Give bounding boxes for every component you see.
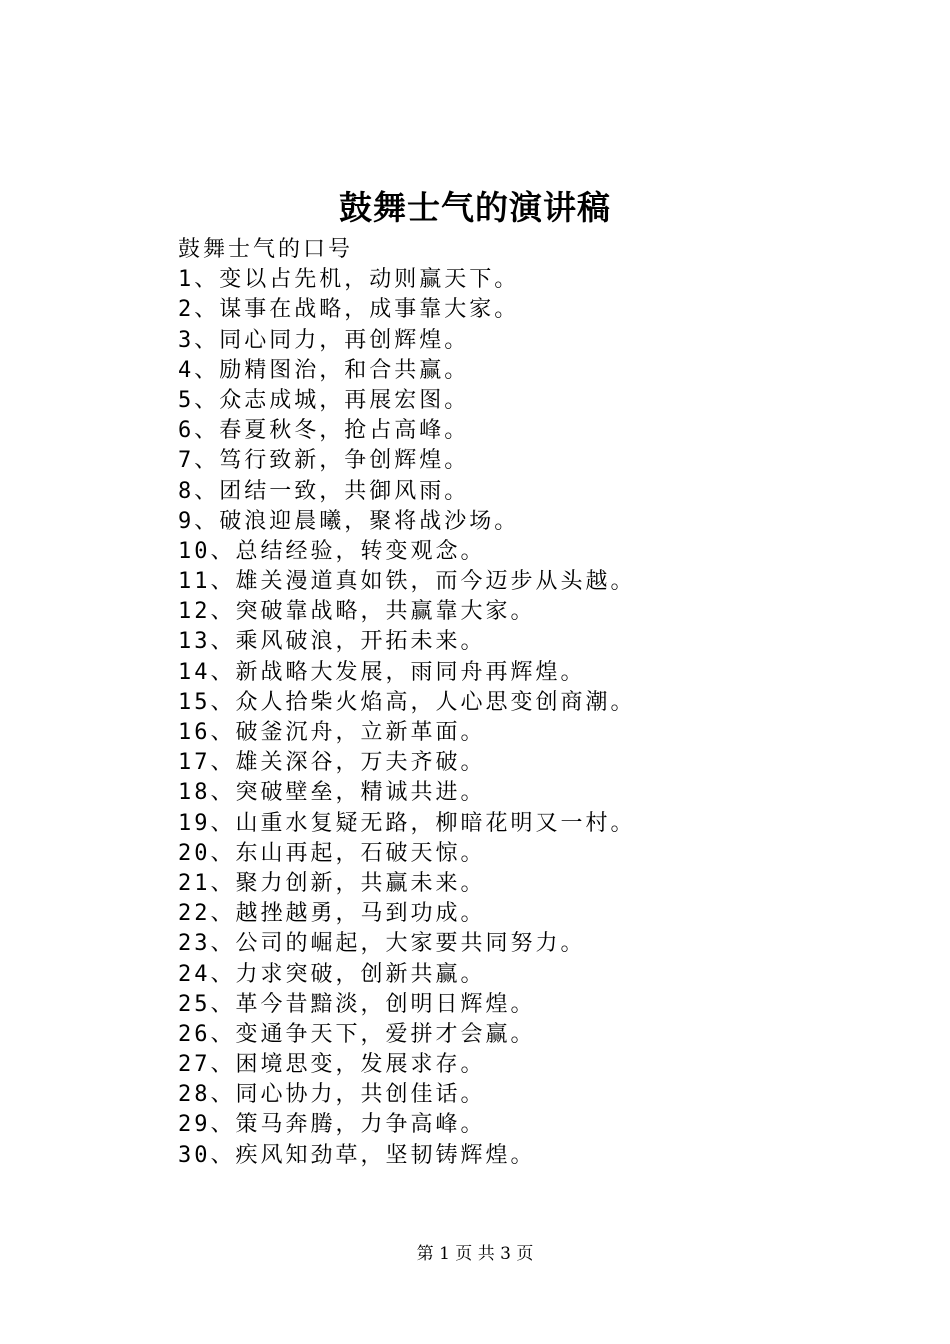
slogan-line: 6、春夏秋冬，抢占高峰。 (178, 418, 470, 444)
slogan-line: 26、变通争天下，爱拼才会赢。 (178, 1021, 536, 1047)
slogan-line: 4、励精图治，和合共赢。 (178, 357, 470, 383)
slogan-line: 16、破釜沉舟，立新革面。 (178, 720, 486, 745)
slogan-line: 3、同心同力，再创辉煌。 (178, 327, 470, 353)
slogan-line: 2、谋事在战略，成事靠大家。 (178, 297, 520, 323)
slogan-line: 9、破浪迎晨曦，聚将战沙场。 (178, 508, 520, 534)
slogan-line: 19、山重水复疑无路，柳暗花明又一村。 (178, 810, 636, 836)
slogan-line: 21、聚力创新，共赢未来。 (178, 870, 486, 896)
slogan-line: 1、变以占先机，动则赢天下。 (178, 267, 520, 293)
document-body (178, 235, 878, 1171)
slogan-line: 12、突破靠战略，共赢靠大家。 (178, 599, 536, 625)
slogan-line: 27、困境思变，发展求存。 (178, 1052, 486, 1078)
page-footer: 第 1 页 共 3 页 (416, 1244, 534, 1264)
slogan-line: 14、新战略大发展，雨同舟再辉煌。 (178, 659, 586, 685)
slogan-line: 10、总结经验，转变观念。 (178, 538, 486, 564)
slogan-line: 8、团结一致，共御风雨。 (178, 478, 470, 504)
slogan-line: 13、乘风破浪，开拓未来。 (178, 629, 486, 655)
slogan-line: 18、突破壁垒，精诚共进。 (178, 780, 486, 806)
slogan-line: 28、同心协力，共创佳话。 (178, 1082, 486, 1108)
slogan-line: 5、众志成城，再展宏图。 (178, 387, 470, 413)
slogan-line: 7、笃行致新，争创辉煌。 (178, 448, 470, 474)
slogan-line: 20、东山再起，石破天惊。 (178, 840, 486, 866)
slogan-line: 15、众人拾柴火焰高，人心思变创商潮。 (178, 689, 636, 715)
document-title: 鼓舞士气的演讲稿 (339, 188, 611, 227)
slogan-line: 22、越挫越勇，马到功成。 (178, 901, 486, 927)
slogan-line: 30、疾风知劲草，坚韧铸辉煌。 (178, 1142, 536, 1168)
slogan-line: 11、雄关漫道真如铁，而今迈步从头越。 (178, 569, 636, 595)
slogan-line: 25、革今昔黯淡，创明日辉煌。 (178, 991, 536, 1017)
slogan-line: 29、策马奔腾，力争高峰。 (178, 1112, 486, 1138)
slogan-line: 17、雄关深谷，万夫齐破。 (178, 750, 486, 776)
slogan-list (178, 265, 878, 1171)
slogan-line: 24、力求突破，创新共赢。 (178, 961, 486, 987)
slogan-line: 23、公司的崛起，大家要共同努力。 (178, 931, 586, 957)
subtitle-line: 鼓舞士气的口号 (178, 237, 354, 262)
